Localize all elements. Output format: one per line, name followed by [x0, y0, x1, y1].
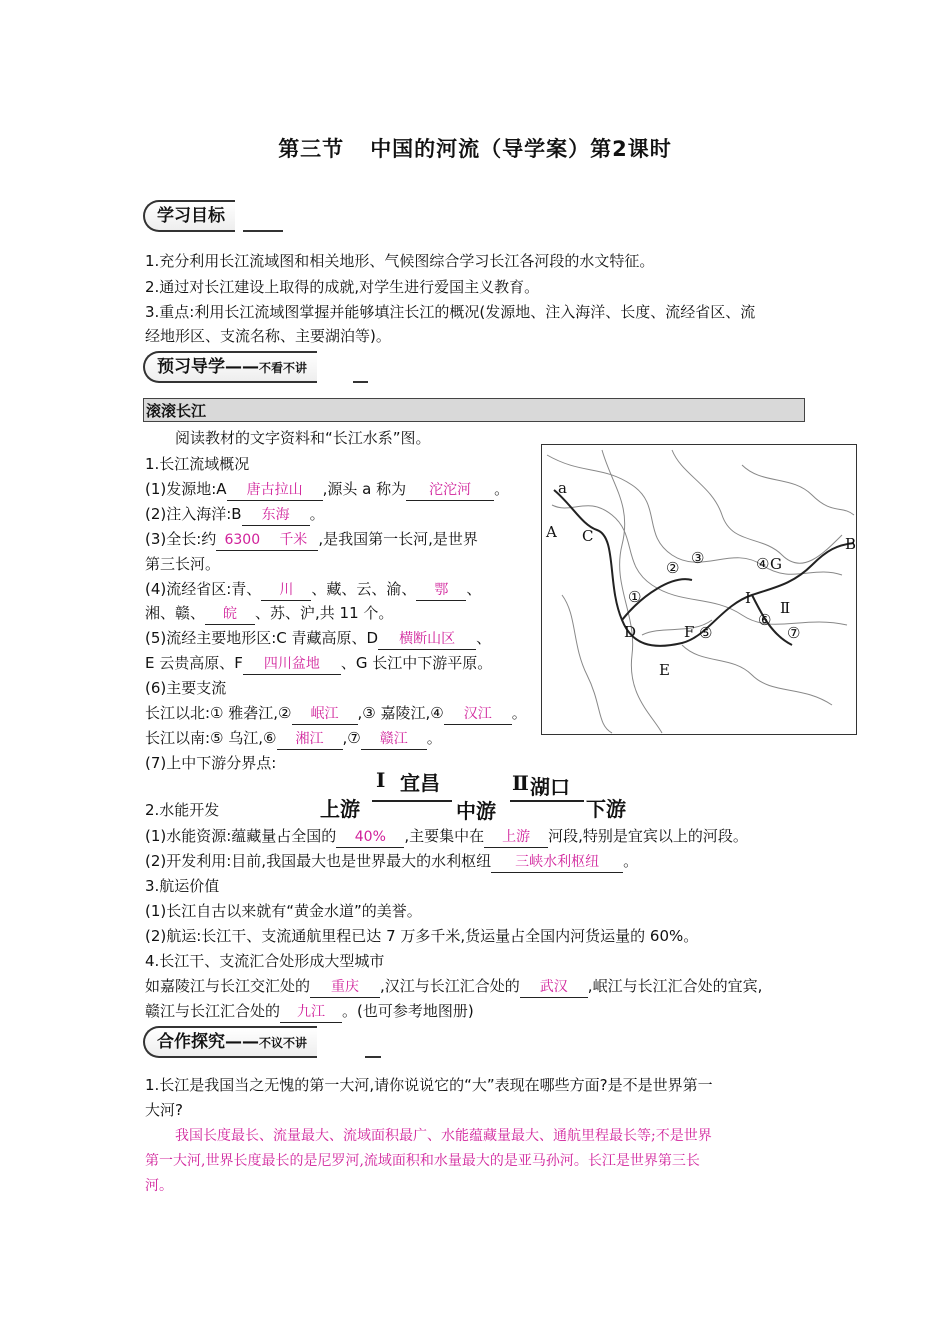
answer-tributary-4: 汉江: [444, 704, 512, 725]
answer-city-3: 九江: [280, 1002, 342, 1023]
q-terrain: (5)流经主要地形区:C 青藏高原、D 横断山区 、: [145, 626, 491, 650]
title-part2: 中国的河流（导学案）第2课时: [370, 137, 672, 161]
answer-hydro-reach: 上游: [484, 827, 548, 848]
s3-heading: 3.航运价值: [145, 877, 220, 895]
yangtze-map: [541, 444, 857, 735]
q-provinces-cont: 湘、赣、 皖 、苏、沪,共 11 个。: [145, 601, 393, 625]
coop-banner-tag: 不议不讲: [259, 1036, 308, 1050]
preview-banner: [143, 349, 368, 383]
marker-II: Ⅱ: [512, 771, 529, 795]
goal-2: 2.通过对长江建设上取得的成就,对学生进行爱国主义教育。: [145, 278, 540, 296]
label-lower: 下游: [586, 797, 626, 821]
answer-length: 6300: [216, 530, 268, 551]
answer-length-unit: 千米: [268, 530, 318, 551]
marker-I: Ⅰ: [376, 768, 386, 792]
s4-heading: 4.长江干、支流汇合处形成大型城市: [145, 952, 385, 970]
q-dam: (2)开发利用:目前,我国最大也是世界最大的水利枢纽 三峡水利枢纽 。: [145, 849, 638, 873]
label-upper: 上游: [320, 797, 360, 821]
coop-q1-cont: 大河?: [145, 1101, 183, 1119]
goals-banner: [143, 198, 283, 232]
q-sea: (2)注入海洋:B 东海 。: [145, 502, 325, 526]
map-label-a: a: [558, 479, 567, 497]
goal-1: 1.充分利用长江流域图和相关地形、气候图综合学习长江各河段的水文特征。: [145, 252, 655, 270]
banner-underline: [243, 230, 283, 232]
answer-terrain-f: 四川盆地: [243, 654, 341, 675]
coop-banner: [143, 1024, 381, 1058]
answer-tributary-2: 岷江: [292, 704, 358, 725]
coop-banner-label: 合作探究——不议不讲: [143, 1026, 317, 1058]
map-drawing: [542, 445, 856, 734]
map-label-D: D: [624, 623, 637, 641]
s1-heading: 1.长江流域概况: [145, 455, 250, 473]
q-south-tributaries: 长江以南:⑤ 乌江,⑥ 湘江 ,⑦ 赣江 。: [145, 726, 442, 750]
coop-answer-1: 我国长度最长、流量最大、流域面积最广、水能蕴藏量最大、通航里程最长等;不是世界: [175, 1128, 712, 1144]
s3-p1: (1)长江自古以来就有“黄金水道”的美誉。: [145, 902, 422, 920]
coop-answer-3: 河。: [145, 1178, 173, 1194]
map-label-E: E: [659, 661, 670, 679]
answer-city-2: 武汉: [520, 977, 588, 998]
answer-dam: 三峡水利枢纽: [491, 852, 623, 873]
q-length: (3)全长:约 6300 千米 ,是我国第一长河,是世界: [145, 527, 478, 551]
map-label-5: ⑤: [699, 624, 713, 642]
map-label-2: ②: [666, 559, 680, 577]
q-source: (1)发源地:A 唐古拉山 ,源头 a 称为 沱沱河 。: [145, 477, 509, 501]
banner-underline: [353, 381, 368, 383]
answer-tributary-7: 赣江: [361, 729, 427, 750]
s3-p2: (2)航运:长江干、支流通航里程已达 7 万多千米,货运量占全国内河货运量的 60%。: [145, 927, 699, 945]
answer-headwater: 沱沱河: [406, 480, 494, 501]
boundary-line-2: [510, 800, 584, 802]
q-provinces: (4)流经省区:青、 川 、藏、云、渝、 鄂 、: [145, 577, 481, 601]
map-label-I: Ⅰ: [745, 589, 751, 607]
label-middle: 中游: [456, 799, 496, 823]
goal-3-cont: 经地形区、支流名称、主要湖泊等)。: [145, 327, 391, 345]
answer-city-1: 重庆: [310, 977, 380, 998]
map-label-4: ④: [756, 555, 770, 573]
q-north-tributaries: 长江以北:① 雅砻江,② 岷江 ,③ 嘉陵江,④ 汉江 。: [145, 701, 527, 725]
map-label-3: ③: [691, 549, 705, 567]
answer-tributary-6: 湘江: [277, 729, 343, 750]
title-part1: 第三节: [278, 137, 345, 161]
banner-underline: [365, 1056, 381, 1058]
s2-heading: 2.水能开发: [145, 801, 220, 819]
preview-banner-tag: 不看不讲: [259, 361, 308, 375]
intro-text: 阅读教材的文字资料和“长江水系”图。: [175, 429, 431, 447]
q-cities: 如嘉陵江与长江交汇处的 重庆 ,汉江与长江汇合处的 武汉 ,岷江与长江汇合处的宜宾,: [145, 974, 762, 998]
boundary-line-1: [372, 800, 452, 802]
map-label-B: B: [845, 535, 856, 553]
map-label-A: A: [546, 523, 557, 541]
preview-banner-label: 预习导学——不看不讲: [143, 351, 317, 383]
map-label-F: F: [684, 623, 695, 641]
answer-province-1: 川: [261, 580, 311, 601]
map-label-G: G: [770, 555, 782, 573]
page-title: [0, 133, 950, 163]
q-terrain-cont: E 云贵高原、F 四川盆地 、G 长江中下游平原。: [145, 651, 492, 675]
answer-boundary-1: 宜昌: [400, 771, 440, 795]
answer-hydro-share: 40%: [336, 827, 404, 848]
map-label-C: C: [582, 527, 594, 545]
q-hydro: (1)水能资源:蕴藏量占全国的 40% ,主要集中在 上游 河段,特别是宜宾以上的河段。: [145, 824, 748, 848]
q-tributaries: (6)主要支流: [145, 679, 227, 697]
q-cities-cont: 赣江与长江汇合处的 九江 。(也可参考地图册): [145, 999, 474, 1023]
q-length-cont: 第三长河。: [145, 555, 221, 573]
coop-q1: 1.长江是我国当之无愧的第一大河,请你说说它的“大”表现在哪些方面?是不是世界第一: [145, 1076, 713, 1094]
map-label-6: ⑥: [758, 611, 772, 629]
goals-banner-label: 学习目标: [143, 200, 235, 232]
answer-province-3: 皖: [205, 604, 255, 625]
answer-sea: 东海: [242, 505, 310, 526]
answer-boundary-2: 湖口: [530, 775, 570, 799]
map-label-1: ①: [628, 588, 642, 606]
map-label-II: Ⅱ: [780, 599, 791, 617]
answer-province-2: 鄂: [416, 580, 466, 601]
q-boundaries: (7)上中下游分界点:: [145, 754, 277, 772]
map-label-7: ⑦: [787, 624, 801, 642]
goal-3: 3.重点:利用长江流域图掌握并能够填注长江的概况(发源地、注入海洋、长度、流经省区、流: [145, 303, 756, 321]
section-head: 滚滚长江: [143, 398, 805, 422]
coop-answer-2: 第一大河,世界长度最长的是尼罗河,流域面积和水量最大的是亚马孙河。长江是世界第三长: [145, 1153, 700, 1169]
answer-terrain-d: 横断山区: [378, 629, 476, 650]
answer-source: 唐古拉山: [227, 480, 323, 501]
